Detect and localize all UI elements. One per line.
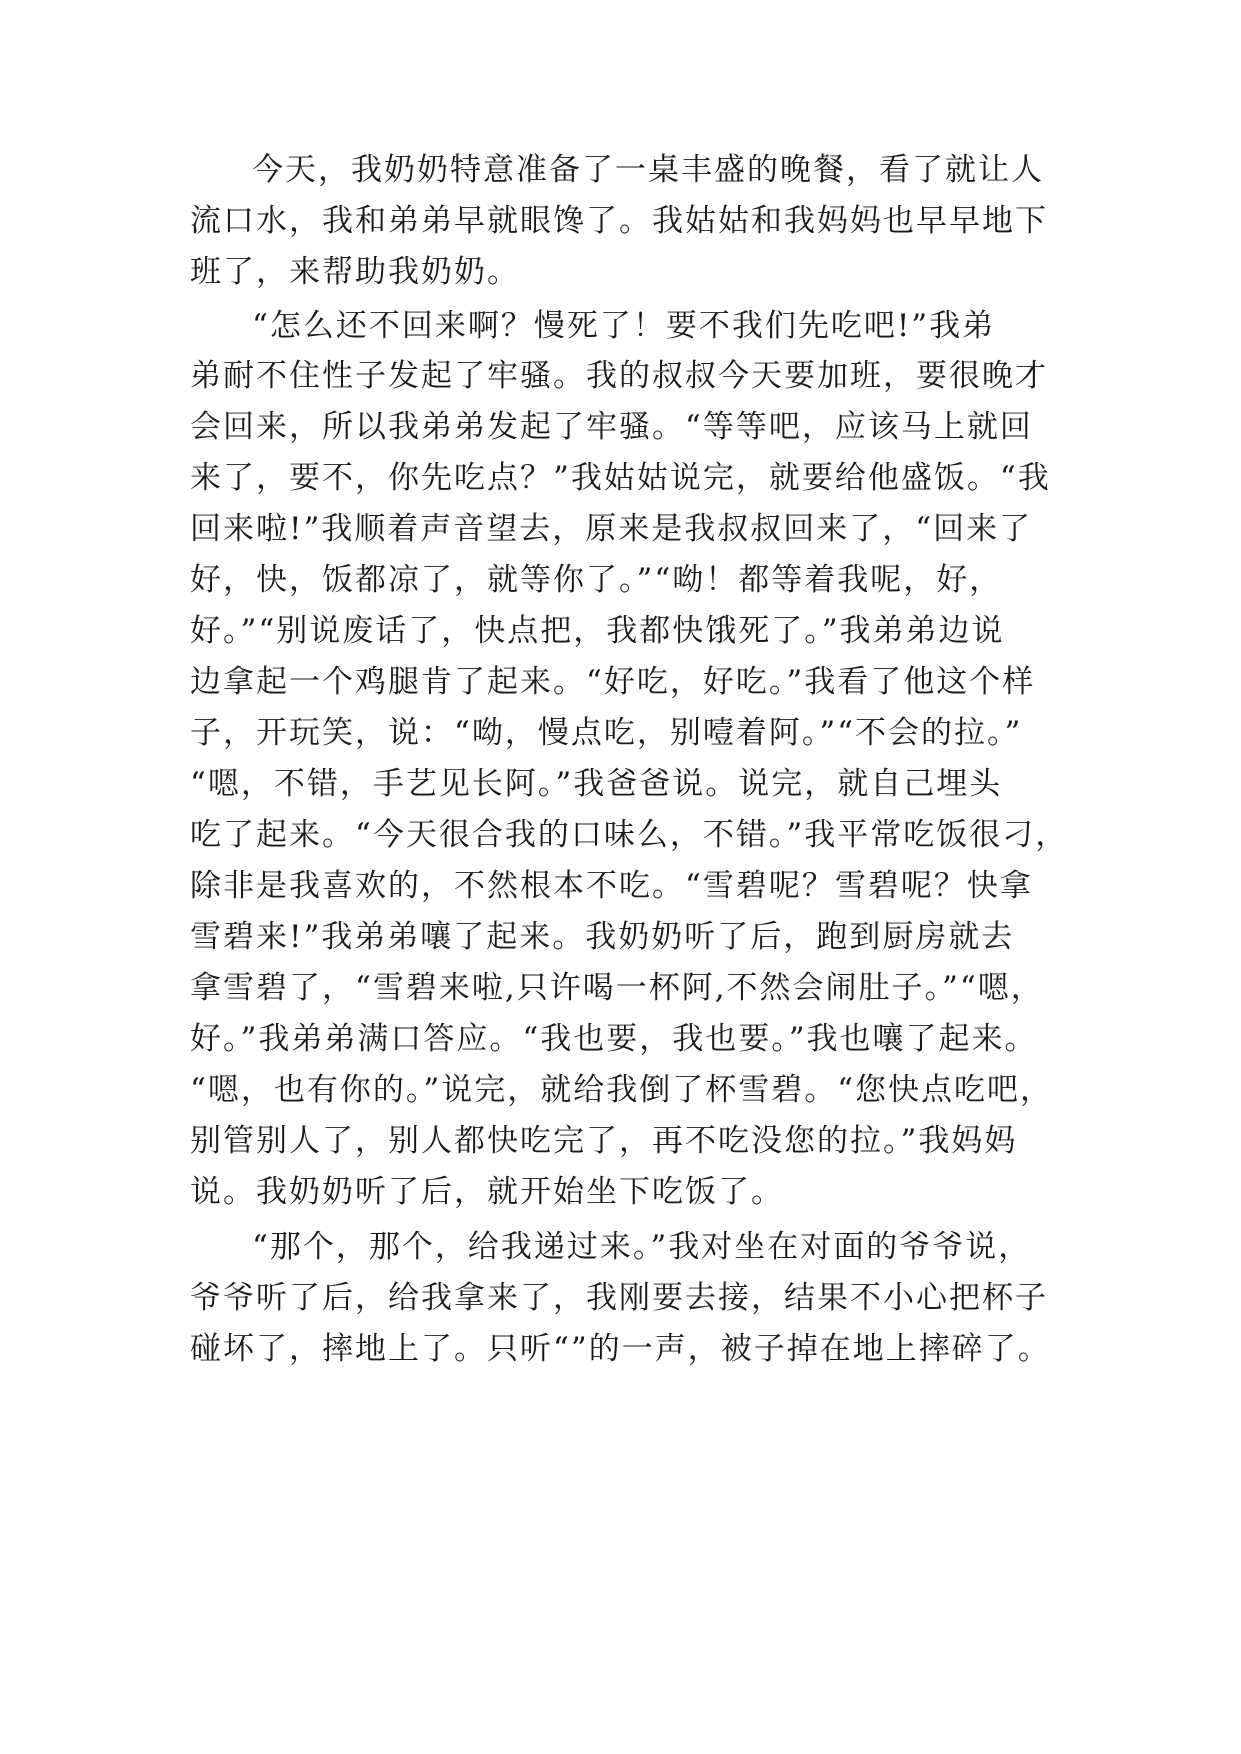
paragraph-2-line-15: 好。”我弟弟满口答应。“我也要，我也要。”我也嚷了起来。 xyxy=(190,1021,1038,1057)
paragraph-3-line-2: 爷爷听了后，给我拿来了，我刚要去接，结果不小心把杯子 xyxy=(190,1280,1048,1316)
paragraph-1-line-3: 班了，来帮助我奶奶。 xyxy=(190,254,520,290)
paragraph-1-line-1: 今天，我奶奶特意准备了一桌丰盛的晚餐，看了就让人 xyxy=(252,152,1044,188)
paragraph-2-line-8: 边拿起一个鸡腿肯了起来。“好吃，好吃。”我看了他这个样 xyxy=(190,664,1036,700)
paragraph-3-line-1: “那个，那个，给我递过来。”我对坐在对面的爷爷说， xyxy=(252,1229,1032,1265)
paragraph-2-line-14: 拿雪碧了，“雪碧来啦,只许喝一杯阿,不然会闹肚子。”“嗯， xyxy=(190,970,1044,1006)
paragraph-3-line-3: 碰坏了，摔地上了。只听“”的一声，被子掉在地上摔碎了。 xyxy=(190,1331,1051,1367)
paragraph-2-line-2: 弟耐不住性子发起了牢骚。我的叔叔今天要加班，要很晚才 xyxy=(190,358,1048,394)
paragraph-2-line-9: 子，开玩笑，说：“呦，慢点吃，别噎着阿。”“不会的拉。” xyxy=(190,715,1023,751)
paragraph-2-line-7: 好。”“别说废话了，快点把，我都快饿死了。”我弟弟边说 xyxy=(190,613,1005,649)
paragraph-2-line-16: “嗯，也有你的。”说完，就给我倒了杯雪碧。“您快点吃吧， xyxy=(190,1072,1054,1108)
paragraph-2-line-13: 雪碧来!”我弟弟嚷了起来。我奶奶听了后，跑到厨房就去 xyxy=(190,919,1015,955)
paragraph-2-line-5: 回来啦!”我顺着声音望去，原来是我叔叔回来了，“回来了 xyxy=(190,511,1033,547)
paragraph-2-line-3: 会回来，所以我弟弟发起了牢骚。“等等吧，应该马上就回 xyxy=(190,409,1033,445)
paragraph-2-line-1: “怎么还不回来啊？慢死了！要不我们先吃吧!”我弟 xyxy=(252,308,996,344)
paragraph-2-line-11: 吃了起来。“今天很合我的口味么，不错。”我平常吃饭很刁， xyxy=(190,817,1069,853)
paragraph-1-line-2: 流口水，我和弟弟早就眼馋了。我姑姑和我妈妈也早早地下 xyxy=(190,203,1048,239)
paragraph-2-line-12: 除非是我喜欢的，不然根本不吃。“雪碧呢？雪碧呢？快拿 xyxy=(190,868,1033,904)
paragraph-2-line-17: 别管别人了，别人都快吃完了，再不吃没您的拉。”我妈妈 xyxy=(190,1123,1018,1159)
paragraph-2-line-18: 说。我奶奶听了后，就开始坐下吃饭了。 xyxy=(190,1174,784,1210)
paragraph-2-line-6: 好，快，饭都凉了，就等你了。”“呦！都等着我呢，好， xyxy=(190,562,1003,598)
paragraph-2-line-4: 来了，要不，你先吃点？”我姑姑说完，就要给他盛饭。“我 xyxy=(190,460,1051,496)
paragraph-2-line-10: “嗯，不错，手艺见长阿。”我爸爸说。说完，就自己埋头 xyxy=(190,766,1003,802)
